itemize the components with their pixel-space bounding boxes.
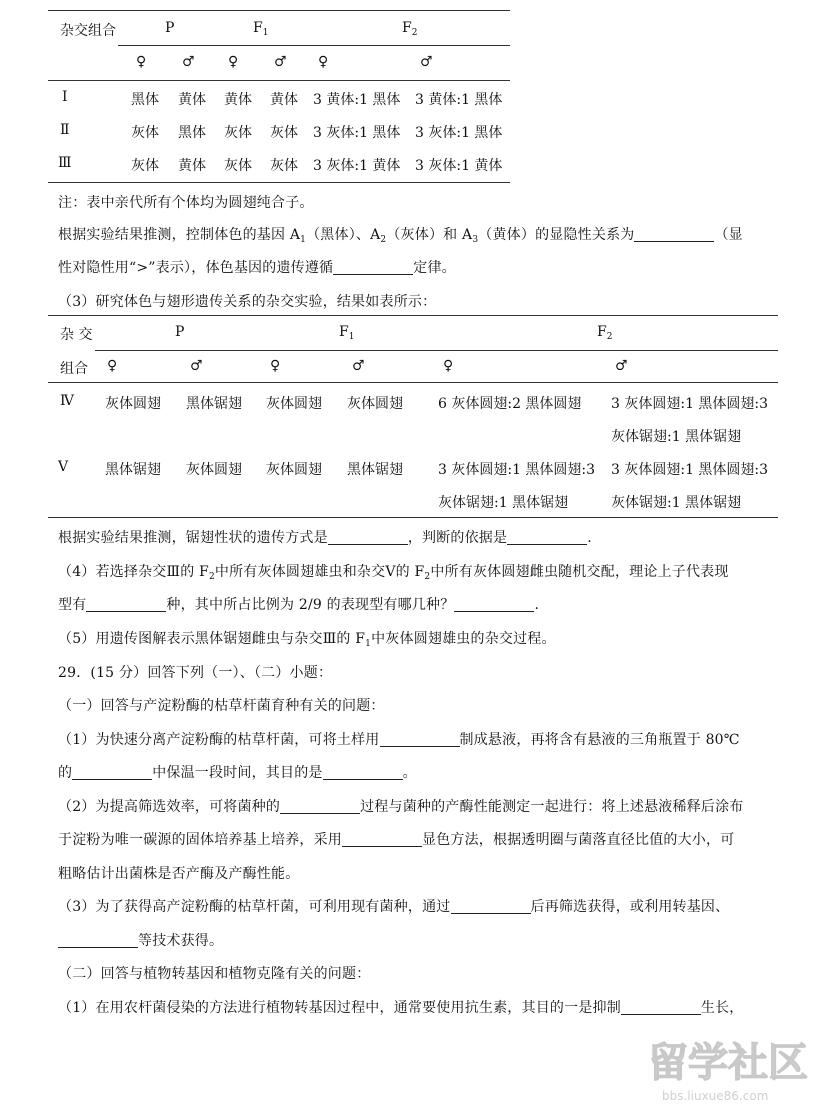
watermark-url: bbs.liuxue86.com <box>662 1089 769 1103</box>
table-cell: 黑体锯翅 <box>186 396 242 412</box>
table-cell: 灰体圆翅 <box>186 462 242 478</box>
row-id: Ⅱ <box>60 122 70 138</box>
question-3: （3）研究体色与翅形遗传关系的杂交实验，结果如表所示： <box>58 294 437 310</box>
table-cell: 黑体锯翅 <box>347 462 403 478</box>
table-2-head-rule <box>48 382 778 383</box>
table-2-sex-female: ♀ <box>270 358 281 374</box>
question-4-line-2: 型有 种，其中所占比例为 2/9 的表现型有哪几种？ . <box>58 597 540 613</box>
table-cell: 黑体锯翅 <box>105 462 161 478</box>
part-1-question-2-line-3: 粗略估计出菌株是否产酶及产酶性能。 <box>58 866 300 882</box>
table-cell: 灰体 <box>224 125 252 141</box>
table-2-sex-female: ♀ <box>107 358 118 374</box>
table-cell: 灰体圆翅 <box>266 462 322 478</box>
table-2-bottom-rule <box>48 517 778 518</box>
table-cell: 黄体 <box>178 158 206 174</box>
table-cell: 灰体锯翅:1 黑体锯翅 <box>438 495 569 511</box>
table-2-header-cross: 杂 交 <box>60 327 93 343</box>
table-cell: 3 灰体圆翅:1 黑体圆翅:3 <box>611 396 769 412</box>
answer-blank[interactable] <box>634 227 714 242</box>
answer-blank[interactable] <box>86 597 166 612</box>
table-cell: 3 黄体:1 黑体 <box>313 92 401 108</box>
table-1-sex-female: ♀ <box>228 54 239 70</box>
watermark-icon <box>640 1030 815 1105</box>
row-id: Ⅲ <box>58 155 72 171</box>
answer-blank[interactable] <box>342 832 422 847</box>
table-2-sex-male: ♂ <box>190 358 203 374</box>
part-1-question-2-line-1: （2）为提高筛选效率，可将菌种的 过程与菌种的产酶性能测定一起进行：将上述悬液稀释后涂布 <box>58 799 744 815</box>
table-cell: 灰体 <box>270 125 298 141</box>
answer-blank[interactable] <box>72 765 152 780</box>
table-cell: 灰体圆翅 <box>347 396 403 412</box>
table-1-header-f1: $F_1$ <box>253 20 269 38</box>
row-id: I <box>62 89 68 105</box>
table-cell: 3 黄体:1 黑体 <box>415 92 503 108</box>
part-1-question-3-line-1: （3）为了获得高产淀粉酶的枯草杆菌，可利用现有菌种，通过 后再筛选获得，或利用转基因、 <box>58 899 730 915</box>
table-cell: 黄体 <box>270 92 298 108</box>
site-watermark-logo <box>640 1030 815 1105</box>
part-1-question-3-line-2: 等技术获得。 <box>58 930 782 950</box>
table-1-mid-rule <box>118 45 510 46</box>
table-1-header-cross: 杂交组合 <box>60 23 116 39</box>
table-2-sex-female: ♀ <box>443 358 454 374</box>
part-1-question-1-line-2: 的 中保温一段时间，其目的是 。 <box>58 765 417 781</box>
table-1-sex-male: ♂ <box>420 54 433 70</box>
table-cell: 灰体 <box>270 158 298 174</box>
answer-blank[interactable] <box>451 899 531 914</box>
table-2-sex-male: ♂ <box>615 358 628 374</box>
table-cell: 黄体 <box>224 92 252 108</box>
table-2-header-f1: $F_1$ <box>339 324 355 342</box>
table-2-header-group: 组合 <box>60 361 88 377</box>
row-id: Ⅳ <box>60 393 74 409</box>
paragraph-saw-wing: 根据实验结果推测，锯翅性状的遗传方式是 ，判断的依据是 . <box>58 530 592 546</box>
answer-blank[interactable] <box>454 597 534 612</box>
table-1-head-rule <box>48 80 510 81</box>
table-2-header-p: P <box>175 324 185 340</box>
table-2-sex-male: ♂ <box>352 358 365 374</box>
table-cell: 灰体锯翅:1 黑体锯翅 <box>611 429 742 445</box>
table-cell: 灰体 <box>131 125 159 141</box>
paragraph-law: 性对隐性用“>”表示），体色基因的遗传遵循 定律。 <box>58 260 456 276</box>
part-1-question-2-line-2: 于淀粉为唯一碳源的固体培养基上培养，采用 显色方法，根据透明圈与菌落直径比值的大小，可 <box>58 832 735 848</box>
part-1-title: （一）回答与产淀粉酶的枯草杆菌育种有关的问题： <box>58 698 385 714</box>
table-cell: 3 灰体圆翅:1 黑体圆翅:3 <box>611 462 769 478</box>
table-1-bottom-rule <box>48 182 510 183</box>
table-2-top-rule <box>48 315 778 316</box>
table-2-header-f2: $F_2$ <box>597 324 613 342</box>
answer-blank[interactable] <box>333 260 413 275</box>
table-2-mid-rule <box>95 350 778 351</box>
table-cell: 灰体锯翅:1 黑体锯翅 <box>611 495 742 511</box>
watermark-text: 留学社区 <box>648 1040 808 1086</box>
part-1-question-1-line-1: （1）为快速分离产淀粉酶的枯草杆菌，可将土样用 制成悬液，再将含有悬液的三角瓶置于 80℃ <box>58 732 740 748</box>
question-4-line-1: （4）若选择杂交Ⅲ的 $F_2$中所有灰体圆翅雄虫和杂交Ⅴ的 $F_2$中所有灰体圆翅雌虫随机交配，理论上子代表现 <box>58 564 729 582</box>
answer-blank[interactable] <box>507 530 587 545</box>
table-cell: 3 灰体:1 黑体 <box>415 125 503 141</box>
paragraph-dominance: 根据实验结果推测，控制体色的基因 $A_1$（黑体）、$A_2$（灰体）和 $A_3$（黄体）的显隐性关系为 （显 <box>58 227 743 245</box>
answer-blank[interactable] <box>280 799 360 814</box>
answer-blank[interactable] <box>58 933 138 948</box>
table-cell: 3 灰体圆翅:1 黑体圆翅:3 <box>438 462 596 478</box>
table-1-sex-female: ♀ <box>318 54 329 70</box>
table-1-header-p: P <box>165 20 175 36</box>
table-cell: 3 灰体:1 黄体 <box>313 158 401 174</box>
table-cell: 灰体圆翅 <box>266 396 322 412</box>
table-cell: 3 灰体:1 黑体 <box>313 125 401 141</box>
answer-blank[interactable] <box>380 732 460 747</box>
table-1-sex-male: ♂ <box>182 54 195 70</box>
table-cell: 灰体 <box>131 158 159 174</box>
answer-blank[interactable] <box>323 765 403 780</box>
table-cell: 黑体 <box>178 125 206 141</box>
row-id: Ⅴ <box>58 459 69 475</box>
question-29-title: 29．(15 分）回答下列（一）、（二）小题： <box>58 665 333 681</box>
table-1-header-f2: $F_2$ <box>402 20 418 38</box>
table-note: 注：表中亲代所有个体均为圆翅纯合子。 <box>58 195 314 211</box>
table-1-top-rule <box>48 10 510 11</box>
part-2-question-1: （1）在用农杆菌侵染的方法进行植物转基因过程中，通常要使用抗生素，其目的一是抑制 生长， <box>58 1000 744 1016</box>
answer-blank[interactable] <box>621 1000 701 1015</box>
table-cell: 6 灰体圆翅:2 黑体圆翅 <box>438 396 582 412</box>
question-5: （5）用遗传图解表示黑体锯翅雌虫与杂交Ⅲ的 $F_1$中灰体圆翅雄虫的杂交过程。 <box>58 631 556 649</box>
part-2-title: （二）回答与植物转基因和植物克隆有关的问题： <box>58 966 371 982</box>
table-cell: 黑体 <box>131 92 159 108</box>
table-cell: 黄体 <box>178 92 206 108</box>
table-cell: 灰体圆翅 <box>105 396 161 412</box>
table-cell: 3 灰体:1 黄体 <box>415 158 503 174</box>
table-1-sex-female: ♀ <box>136 54 147 70</box>
table-cell: 灰体 <box>224 158 252 174</box>
answer-blank[interactable] <box>328 530 408 545</box>
table-1-sex-male: ♂ <box>274 54 287 70</box>
